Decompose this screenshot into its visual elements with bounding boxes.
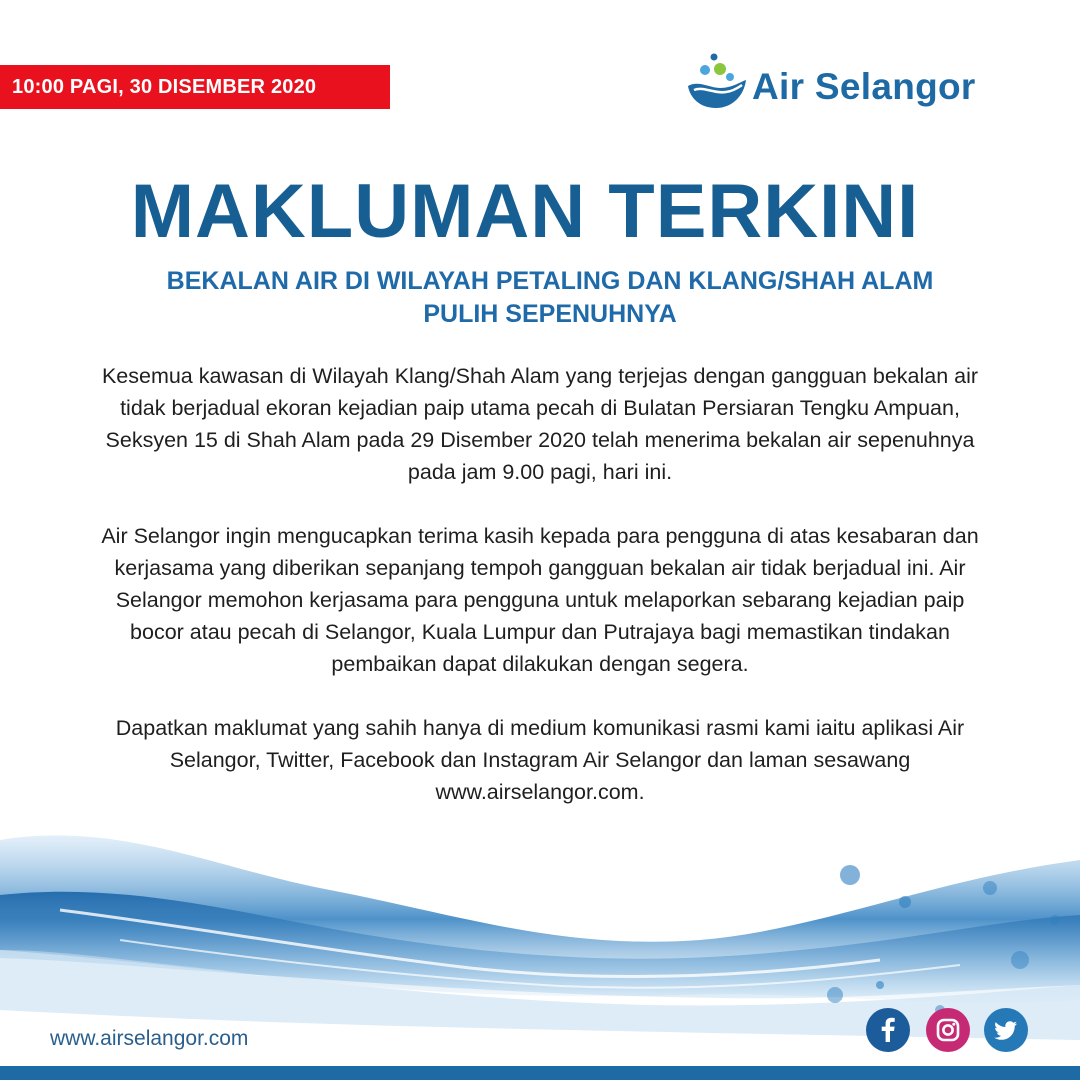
page-title: MAKLUMAN TERKINI xyxy=(130,169,920,254)
paragraph-thanks: Air Selangor ingin mengucapkan terima kasih kepada para pengguna di atas kesabaran dan kerjasama yang diberikan sepanjang tempoh gangguan bekalan air tidak berjadual ini. Air Selangor memohon kerjasama para pengguna untuk melaporkan sebarang kejadian paip bocor atau pecah di Selangor, Kuala Lumpur dan Putrajaya bagi memastikan tindakan pembaikan dapat dilakukan dengan segera. xyxy=(101,524,979,677)
bottom-brand-bar xyxy=(0,1066,1080,1080)
date-text: 10:00 PAGI, 30 DISEMBER 2020 xyxy=(12,75,317,98)
air-selangor-logo xyxy=(684,50,994,112)
subtitle-line-1: BEKALAN AIR DI WILAYAH PETALING DAN KLANG/SHAH ALAM xyxy=(166,267,934,295)
twitter-icon[interactable] xyxy=(984,1008,1028,1052)
facebook-icon[interactable] xyxy=(866,1008,910,1052)
announcement-body xyxy=(90,360,990,840)
subtitle-line-2: PULIH SEPENUHNYA xyxy=(423,299,677,328)
instagram-icon[interactable] xyxy=(926,1008,970,1052)
water-drop-logo-icon xyxy=(684,50,748,112)
date-banner xyxy=(0,65,390,109)
logo-wordmark: Air Selangor xyxy=(752,66,976,107)
social-links xyxy=(866,1008,1036,1052)
website-link[interactable]: www.airselangor.com xyxy=(50,1027,249,1050)
paragraph-official-channels: Dapatkan maklumat yang sahih hanya di medium komunikasi rasmi kami iaitu aplikasi Air Selangor, Twitter, Facebook dan Instagram Air Selangor dan laman sesawang www.airselangor.com. xyxy=(115,716,965,805)
subtitle xyxy=(100,265,1000,330)
paragraph-restoration: Kesemua kawasan di Wilayah Klang/Shah Alam yang terjejas dengan gangguan bekalan air tidak berjadual ekoran kejadian paip utama pecah di Bulatan Persiaran Tengku Ampuan, Seksyen 15 di Shah Alam pada 29 Disember 2020 telah menerima bekalan air sepenuhnya pada jam 9.00 pagi, hari ini. xyxy=(101,364,979,485)
